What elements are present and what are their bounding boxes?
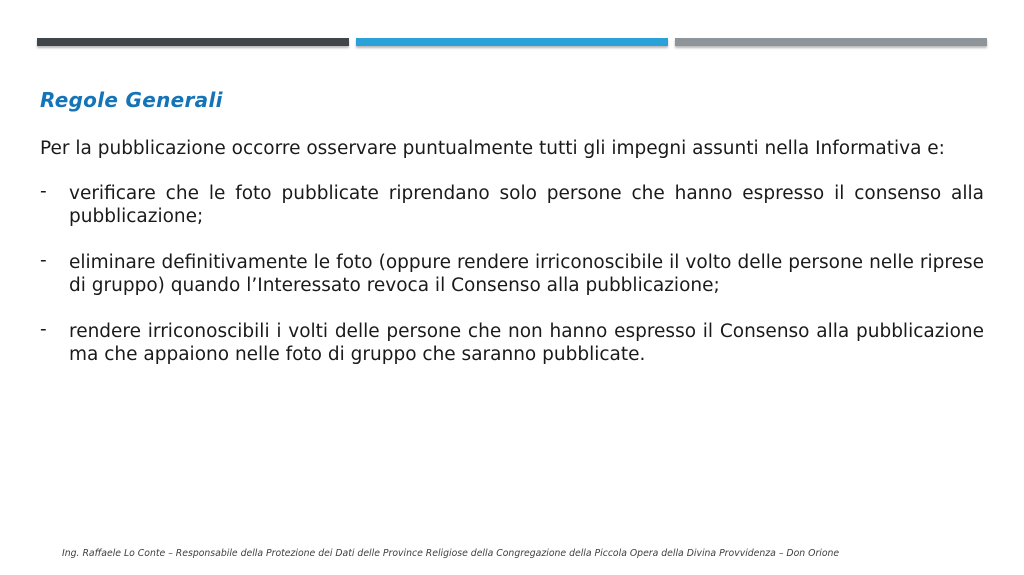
header-bar-gray xyxy=(675,38,987,46)
header-bar-dark xyxy=(37,38,349,46)
header-bar-blue xyxy=(356,38,668,46)
list-item xyxy=(40,251,984,297)
list-item-text: rendere irriconoscibili i volti delle persone che non hanno espresso il Consenso alla pubblicazione ma che appaiono nelle foto di gruppo che saranno pubblicate. xyxy=(69,321,984,365)
slide-title: Regole Generali xyxy=(40,88,223,112)
list-item-text: eliminare definitivamente le foto (oppure rendere irriconoscibile il volto delle persone nelle riprese di gruppo) quando l’Interessato revoca il Consenso alla pubblicazione; xyxy=(69,252,984,296)
header-decoration-bars xyxy=(37,38,987,47)
list-item xyxy=(40,320,984,366)
intro-paragraph: Per la pubblicazione occorre osservare puntualmente tutti gli impegni assunti nella Informativa e: xyxy=(40,138,945,159)
rules-list xyxy=(40,182,984,389)
footer-credit: Ing. Raffaele Lo Conte – Responsabile della Protezione dei Dati delle Province Religiose della Congregazione della Piccola Opera della Divina Provvidenza – Don Orione xyxy=(62,548,840,559)
bullet-dash: - xyxy=(40,319,47,340)
list-item xyxy=(40,182,984,228)
bullet-dash: - xyxy=(40,250,47,271)
bullet-dash: - xyxy=(40,181,47,202)
list-item-text: verificare che le foto pubblicate riprendano solo persone che hanno espresso il consenso alla pubblicazione; xyxy=(69,183,984,227)
